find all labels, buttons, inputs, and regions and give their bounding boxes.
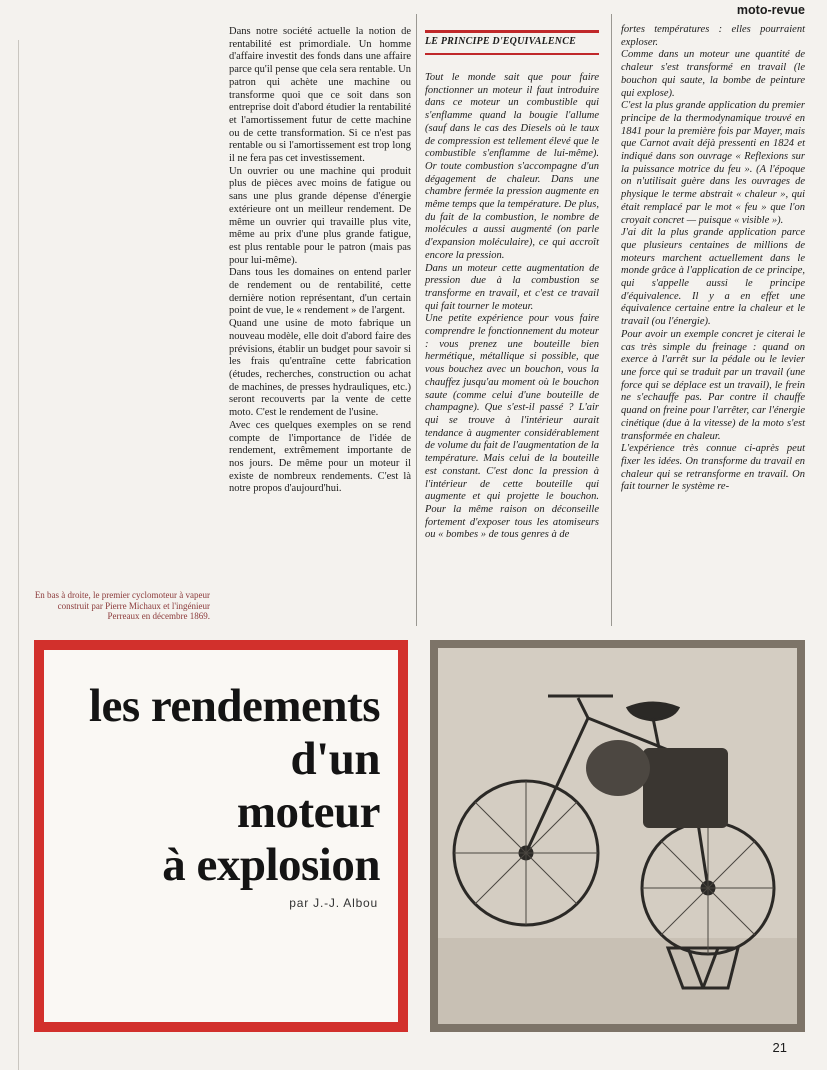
paragraph: Tout le monde sait que pour faire fonctionner un moteur il faut introduire dans ce moteur un combustible qui s'enflamme quand la bougie l'allume (sauf dans le cas des Diesels où le taux de compression est tellement élevé que le combustible s'enflamme de lui-même). Or toute combustion s'accompagne d'un dégagement de chaleur. Dans une chambre fermée la pression augmente en même temps que la température. De plus, du fait de la combustion, le nombre de molécules a aussi augmenté (on parle d'expansion moléculaire), ce qui accroît encore la pression. xyxy=(425,72,599,261)
column-divider xyxy=(611,14,612,626)
paragraph: fortes températures : elles pourraient exploser. xyxy=(621,24,805,48)
title-line: moteur xyxy=(236,786,380,838)
page-number: 21 xyxy=(772,1040,787,1055)
title-line: les rendements xyxy=(88,680,380,732)
photo-caption: En bas à droite, le premier cyclomoteur à vapeur construit par Pierre Michaux et l'ingénieur Perreaux en décembre 1869. xyxy=(34,590,210,621)
paragraph: J'ai dit la plus grande application parce que plusieurs centaines de millions de moteurs marchent actuellement dans le monde grâce à l'application de ce principe, qui s'appelle aussi le principe d'équivalence. Il y a en effet une équivalence certaine entre la chaleur et le travail (ou l'énergie). xyxy=(621,227,805,328)
title-line: d'un xyxy=(290,733,380,785)
byline: par J.-J. Albou xyxy=(289,896,378,910)
title-line: à explosion xyxy=(162,839,380,891)
paragraph: C'est la plus grande application du premier principe de la thermodynamique trouvé en 1841 pour la première fois par Mayer, mais que Carnot avait déjà pressenti en 1824 et indiqué dans son ouvrage « Reflexions sur la puissance motrice du feu ». (A l'époque on n'utilisait guère dans les ouvrages de physique le terme abstrait « chaleur », qui était remplacé par le mot « feu » que l'on croyait concret — puisque « visible »). xyxy=(621,100,805,226)
article-column-3 xyxy=(621,24,805,494)
paragraph: Un ouvrier ou une machine qui produit plus de pièces avec moins de fatigue ou sans une plus grande dépense d'énergie extérieure ont un meilleur rendement. De même un ouvrier qui travaille plus vite, même au prix d'une plus grande fatigue, est plus rentable pour le patron (mais pas pour lui-même). xyxy=(229,165,411,266)
paragraph: Une petite expérience pour vous faire comprendre le fonctionnement du moteur : vous prenez une bouteille bien hermétique, métallique si possible, que vous bouchez avec un bouchon, vous la chauffez jusqu'au moment où le bouchon saute (comme celui d'une bouteille de champagne). Que s'est-il passé ? L'air qui se trouve à l'intérieur aurait tendance à augmenter considérablement de volume du fait de l'augmentation de la température. Mais celui de la bouteille est constant. C'est donc la pression à l'intérieur de cette bouteille qui augmente et qui projette le bouchon. Pour la même raison on déconseille fortement d'exposer tous les atomiseurs ou « bombes » de tous genres à de xyxy=(425,313,600,541)
article-title xyxy=(89,680,380,892)
paragraph: Dans tous les domaines on entend parler de rendement ou de rentabilité, cette dernière notion représentant, d'un certain point de vue, le « rendement » de l'argent. xyxy=(229,267,411,317)
paragraph: Avec ces quelques exemples on se rend compte de l'importance de l'idée de rendement, extrêmement importante de nos jours. De même pour un moteur il existe de nombreux rendements. C'est là notre propos d'aujourd'hui. xyxy=(229,419,411,495)
article-title-box xyxy=(34,640,408,1032)
paragraph: L'expérience très connue ci-après peut fixer les idées. On transforme du travail en chaleur qui se retransforme en travail. On fait tourner le système re- xyxy=(621,443,805,493)
paragraph: Quand une usine de moto fabrique un nouveau modèle, elle doit d'abord faire des prévisions, établir un budget pour savoir si les frais qu'entraîne cette fabrication (études, recherches, construction ou achat de machines, de presses hydrauliques, etc.) seront recouverts par la vente de cette moto. C'est le rendement de l'usine. xyxy=(229,318,411,419)
paragraph: Dans notre société actuelle la notion de rentabilité est primordiale. Un homme d'affaire investit des fonds dans une affaire parce qu'il pense que cela sera rentable. Un patron qui achète une machine ou transforme quoi que ce soit dans son entreprise doit d'abord étudier la rentabilité et l'amortissement futur de cette machine ou de cette transformation. Si ce n'est pas rentable ou si l'amortissement est trop long il ne fera pas cet investissement. xyxy=(229,26,411,165)
magazine-brand: moto-revue xyxy=(736,3,805,17)
paragraph: Dans un moteur cette augmentation de pression due à la combustion se transforme en travail, et c'est ce travail qui fait tourner le moteur. xyxy=(425,262,599,312)
paragraph: Pour avoir un exemple concret je citerai le cas très simple du freinage : quand on exerce à l'arrêt sur la pédale ou le levier une force qui se traduit par un travail (une force qui se déplace est un travail), le frein ne s'echauffe pas. Par contre il chauffe quand on freine pour l'arrêter, car l'énergie cinétique (due à la vitesse) de la moto s'est transformée en chaleur. xyxy=(621,328,805,442)
article-column-1 xyxy=(229,26,411,496)
left-margin-rule xyxy=(18,40,19,1070)
section-heading: LE PRINCIPE D'EQUIVALENCE xyxy=(425,36,576,47)
vintage-steam-velocipede-photo xyxy=(438,648,797,1024)
column-divider xyxy=(416,14,417,626)
article-column-2 xyxy=(425,26,599,542)
photo-frame xyxy=(430,640,805,1032)
paragraph: Comme dans un moteur une quantité de chaleur s'est transformé en travail (le bouchon qui saute, la bombe de peinture qui explose). xyxy=(621,49,805,99)
